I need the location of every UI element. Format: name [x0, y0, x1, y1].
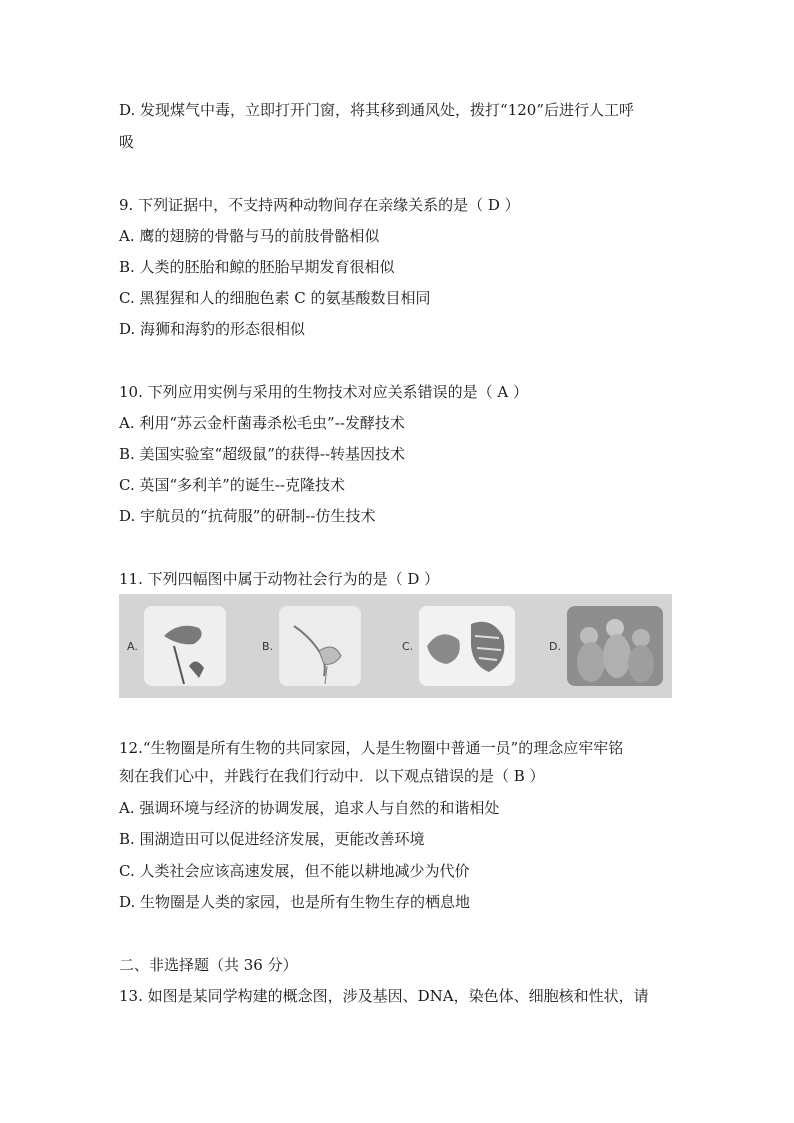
- q12-option-d: D. 生物圈是人类的家园，也是所有生物生存的栖息地: [119, 893, 471, 911]
- q10-option-b: B. 美国实验室“超级鼠”的获得--转基因技术: [119, 445, 406, 463]
- q8-option-d-line2: 吸: [119, 133, 135, 151]
- q12-stem-line2: 刻在我们心中，并践行在我们行动中．以下观点错误的是（ B ）: [119, 767, 545, 785]
- panel-a-label: A.: [127, 639, 138, 653]
- q11-figure: [119, 594, 672, 698]
- q9-option-b: B. 人类的胚胎和鲸的胚胎早期发育很相似: [119, 258, 395, 276]
- q10-option-a: A. 利用“苏云金杆菌毒杀松毛虫”--发酵技术: [119, 414, 405, 432]
- section-heading: 二、非选择题（共 36 分）: [119, 956, 298, 974]
- monkey-group-image: [567, 606, 663, 686]
- q9-option-d: D. 海狮和海豹的形态很相似: [119, 320, 306, 338]
- q12-option-a: A. 强调环境与经济的协调发展，追求人与自然的和谐相处: [119, 799, 500, 817]
- q10-option-d: D. 宇航员的“抗荷服”的研制--仿生技术: [119, 507, 376, 525]
- bird-feeding-image: [144, 606, 226, 686]
- q9-stem: 9. 下列证据中，不支持两种动物间存在亲缘关系的是（ D ）: [119, 196, 520, 214]
- panel-b-label: B.: [262, 639, 274, 653]
- q13-stem: 13. 如图是某同学构建的概念图，涉及基因、DNA，染色体、细胞核和性状，请: [119, 987, 649, 1005]
- q9-option-c: C. 黑猩猩和人的细胞色素 C 的氨基酸数目相同: [119, 289, 431, 307]
- panel-c: [402, 606, 515, 686]
- q11-stem: 11. 下列四幅图中属于动物社会行为的是（ D ）: [119, 570, 440, 588]
- panel-a: [127, 606, 226, 686]
- q10-stem: 10. 下列应用实例与采用的生物技术对应关系错误的是（ A ）: [119, 383, 528, 401]
- panel-c-label: C.: [402, 639, 414, 653]
- tigers-image: [419, 606, 515, 686]
- panel-b: [262, 606, 361, 686]
- q12-option-b: B. 围湖造田可以促进经济发展，更能改善环境: [119, 830, 425, 848]
- heron-image: [279, 606, 361, 686]
- panel-d-label: D.: [549, 639, 561, 653]
- q10-option-c: C. 英国“多利羊”的诞生--克隆技术: [119, 476, 345, 494]
- q12-option-c: C. 人类社会应该高速发展，但不能以耕地减少为代价: [119, 862, 470, 880]
- q8-option-d-line1: D. 发现煤气中毒，立即打开门窗，将其移到通风处，拨打“120”后进行人工呼: [119, 101, 634, 119]
- panel-d: [549, 606, 663, 686]
- q9-option-a: A. 鹰的翅膀的骨骼与马的前肢骨骼相似: [119, 227, 380, 245]
- q12-stem-line1: 12.“生物圈是所有生物的共同家园，人是生物圈中普通一员”的理念应牢牢铭: [119, 739, 624, 757]
